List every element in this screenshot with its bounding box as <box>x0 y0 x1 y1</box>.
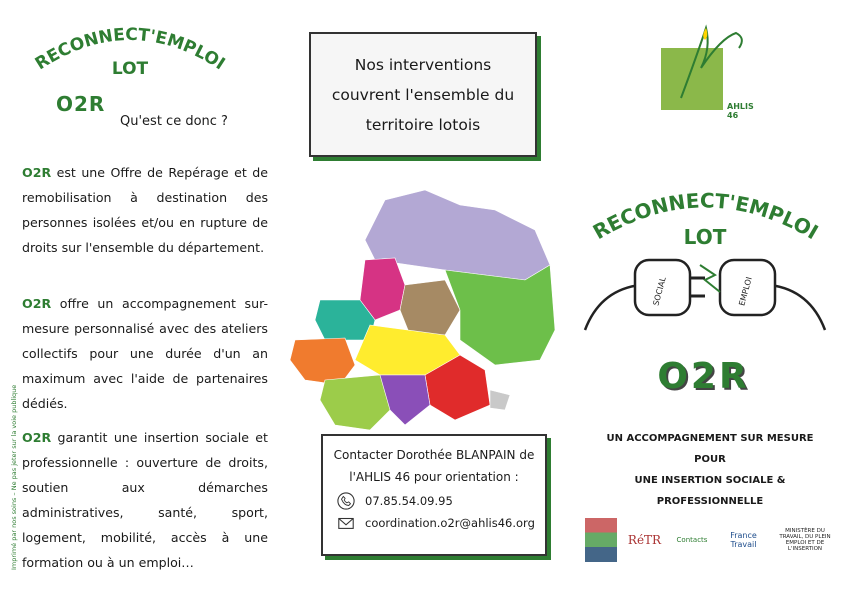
partner-logos <box>585 516 835 564</box>
partner-logo-1 <box>585 518 617 562</box>
para-text: garantit une insertion sociale et professionnelle : ouverture de droits, soutien aux démarches administratives, santé, sport, logement, mobilité, accès à une formation ou à un emploi… <box>22 430 268 570</box>
logo-title-big-text: RECONNECT'EMPLOI <box>588 188 823 245</box>
para-lead: O2R <box>22 296 52 311</box>
para-lead: O2R <box>22 165 52 180</box>
plug-illustration <box>580 220 830 350</box>
right-panel <box>565 0 842 596</box>
plug-label-social: SOCIAL <box>651 276 668 307</box>
print-note: Imprimé par nos soins – Ne pas jeter sur la voie publique <box>10 384 18 570</box>
para-lead: O2R <box>22 430 52 445</box>
map-region-purple <box>380 375 430 425</box>
para-text: offre un accompagnement sur-mesure personnalisé avec des ateliers collectifs pour une durée d'un an maximum avec l'aide de partenaires dédiés. <box>22 296 268 411</box>
coverage-line: couvrent l'ensemble du <box>331 85 515 104</box>
intro-question: Qu'est ce donc ? <box>120 114 228 129</box>
left-panel <box>0 0 285 596</box>
middle-panel <box>285 0 565 596</box>
partner-logo-contacts: Contacts <box>676 536 708 544</box>
reconnect-emploi-logo-small <box>30 10 230 90</box>
ahlis-label: AHLIS 46 <box>727 102 754 120</box>
lot-department-map <box>285 190 565 440</box>
partner-logo-france-travail: France Travail <box>730 531 757 549</box>
email-row <box>329 514 539 532</box>
map-region-east <box>445 265 555 365</box>
logo-subtitle-text: LOT <box>111 59 149 79</box>
paragraph-support <box>22 291 268 416</box>
paragraph-definition <box>22 160 268 260</box>
email-address[interactable]: coordination.o2r@ahlis46.org <box>365 516 535 530</box>
o2r-acronym-big: O2R <box>657 356 750 397</box>
coverage-box <box>309 32 537 157</box>
ahlis-logo <box>661 18 761 124</box>
coverage-line: Nos interventions <box>354 55 492 74</box>
para-text: est une Offre de Repérage et de remobilisation à destination des personnes isolées et/ou en rupture de droits sur l'ensemble du département. <box>22 165 268 255</box>
contact-box <box>321 434 547 556</box>
envelope-icon <box>337 514 355 532</box>
tagline-line: UN ACCOMPAGNEMENT SUR MESURE POUR <box>606 433 814 465</box>
map-region-brown <box>400 280 460 335</box>
tagline-line: PROFESSIONNELLE <box>656 496 764 507</box>
partner-logo-ministere: MINISTÈRE DU TRAVAIL, DU PLEIN EMPLOI ET DE L'INSERTION <box>779 528 831 552</box>
logo-subtitle-big: LOT <box>683 225 727 249</box>
plug-label-emploi: EMPLOI <box>737 275 754 307</box>
phone-icon <box>337 492 355 510</box>
contact-line: l'AHLIS 46 pour orientation : <box>349 470 519 484</box>
tagline <box>595 428 825 512</box>
paragraph-guarantee <box>22 425 268 575</box>
coverage-line: territoire lotois <box>365 115 481 134</box>
logo-title-text: RECONNECT'EMPLOI <box>31 24 229 75</box>
o2r-acronym: O2R <box>56 92 106 116</box>
phone-number[interactable]: 07.85.54.09.95 <box>365 494 453 508</box>
tagline-line: UNE INSERTION SOCIALE & <box>634 475 786 486</box>
contact-line: Contacter Dorothée BLANPAIN de <box>333 448 535 462</box>
phone-row <box>329 492 539 510</box>
map-region-grey <box>490 390 510 410</box>
partner-logo-retr: RéTR <box>627 533 662 547</box>
